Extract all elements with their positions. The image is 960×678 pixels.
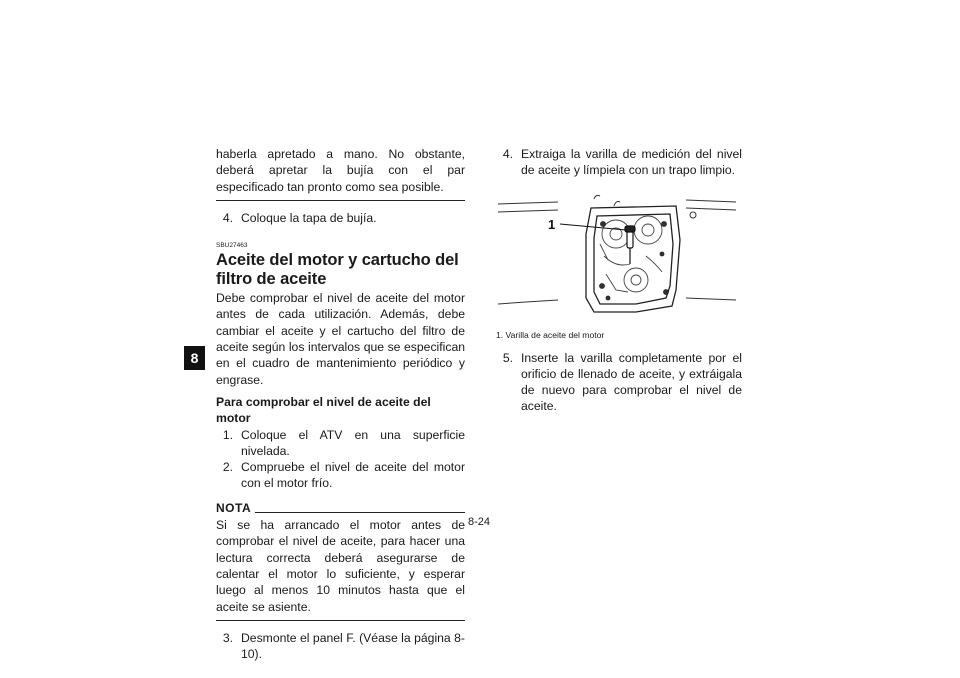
step-2 xyxy=(216,459,465,492)
separator-rule xyxy=(216,200,465,201)
step-number: 5. xyxy=(502,350,513,365)
section-title: Aceite del motor y cartucho del filtro de aceite xyxy=(216,251,459,288)
step-number: 2. xyxy=(222,460,233,475)
step-number: 3. xyxy=(222,630,233,645)
section-code: SBU27463 xyxy=(216,242,248,250)
step-3 xyxy=(216,630,465,663)
step-text: Compruebe el nivel de aceite del motor con el motor frío. xyxy=(241,460,465,491)
step-number: 4. xyxy=(222,210,233,225)
nota-rule xyxy=(255,512,465,513)
intro-paragraph: Debe comprobar el nivel de aceite del motor antes de cada utilización. Además, debe cambiar el aceite y el cartucho del filtro de aceite según los intervalos que se especifican en el cuadro de mantenimiento periódico y engrase. xyxy=(216,291,465,387)
page-number: 8-24 xyxy=(468,516,491,528)
figure-callout-1: 1 xyxy=(548,216,556,232)
step-4-left xyxy=(216,210,465,226)
step-text: Coloque la tapa de bujía. xyxy=(241,210,377,225)
chapter-tab: 8 xyxy=(184,346,205,370)
step-number: 4. xyxy=(502,147,513,161)
step-text: Coloque el ATV en una superficie nivelada. xyxy=(241,427,465,458)
subheading: Para comprobar el nivel de aceite del motor xyxy=(216,394,431,426)
figure-caption: 1. Varilla de aceite del motor xyxy=(496,329,605,340)
nota-text: Si se ha arrancado el motor antes de comprobar el nivel de aceite, para hacer una lectura correcta deberá asegurarse de calentar el motor lo suficiente, y esperar luego al menos 10 minutos hasta que el aceite se asiente. xyxy=(216,518,465,614)
step-text: Extraiga la varilla de medición del nivel de aceite y límpiela con un trapo limpio. xyxy=(521,147,742,178)
step-5 xyxy=(496,350,742,415)
step-4-right xyxy=(496,146,742,179)
step-text: Desmonte el panel F. (Véase la página 8-10). xyxy=(241,630,465,662)
continuation-paragraph: haberla apretado a mano. No obstante, deberá apretar la bujía con el par especificado tan pronto como sea posible. xyxy=(216,147,465,194)
dipstick-illustration xyxy=(496,194,742,326)
nota-label: NOTA xyxy=(216,500,252,515)
left-column xyxy=(216,146,465,662)
right-column xyxy=(496,146,742,415)
step-1 xyxy=(216,427,465,460)
step-number: 1. xyxy=(222,427,233,442)
engine-figure xyxy=(496,194,742,326)
step-text: Inserte la varilla completamente por el orificio de llenado de aceite, y extráigala de nuevo para comprobar el nivel de aceite. xyxy=(521,350,742,414)
nota-end-rule xyxy=(216,620,465,621)
nota-header xyxy=(216,500,465,516)
